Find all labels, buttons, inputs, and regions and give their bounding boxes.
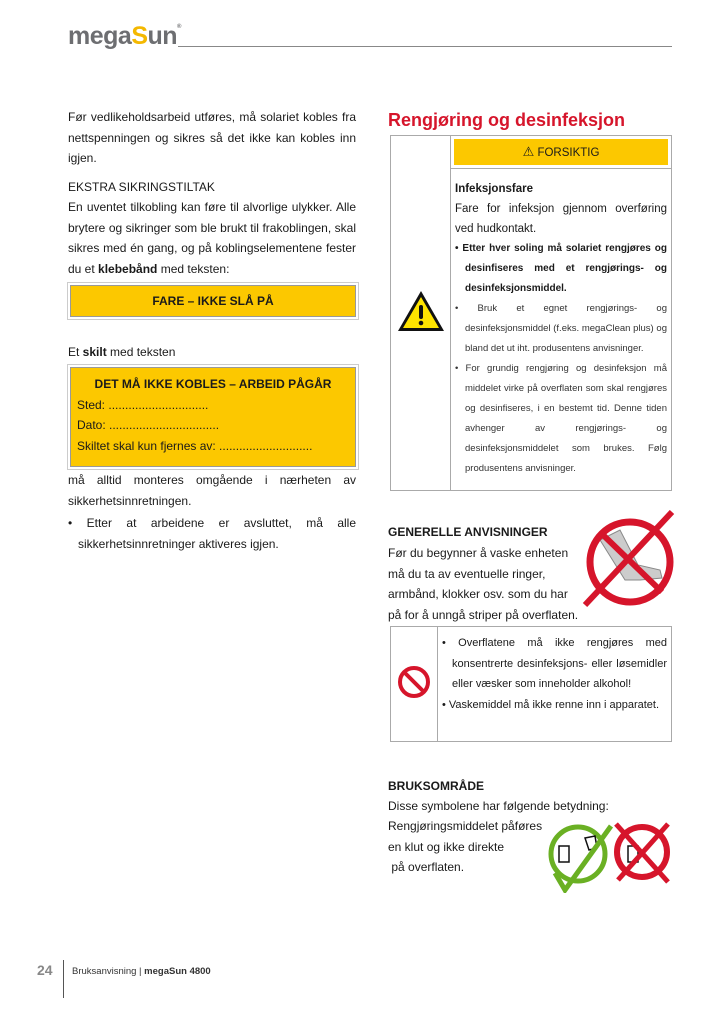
- prohibition-box: [390, 626, 672, 742]
- no-direct-spray-icon: [610, 818, 675, 888]
- warning-sign: [70, 367, 356, 467]
- caution-bullet: • Bruk et egnet rengjørings- og desinfeksjonsmiddel (f.eks. megaClean plus) og bland det ut iht. produsentens anvisninger.: [455, 303, 667, 354]
- caution-heading: Infeksjonsfare: [455, 183, 533, 195]
- sign-intro: Et skilt med teksten: [68, 345, 176, 359]
- footer-title: Bruksanvisning | megaSun 4800: [72, 966, 211, 977]
- prohibition-icon: [397, 665, 431, 699]
- caution-header: ⚠ FORSIKTIG: [454, 139, 668, 165]
- warning-icon: ⚠: [522, 144, 535, 159]
- usage-heading: BRUKSOMRÅDE: [388, 779, 484, 793]
- bullet-item: • Etter at arbeidene er avsluttet, må alle sikkerhetsinnretninger aktiveres igjen.: [68, 516, 356, 551]
- page-number: 24: [37, 962, 53, 978]
- caution-text: Fare for infeksjon gjennom overføring ved hudkontakt.: [455, 203, 667, 235]
- no-jewelry-icon: [580, 510, 680, 610]
- prohibition-bullet: • Vaskemiddel må ikke renne inn i apparatet.: [442, 698, 660, 711]
- extra-heading: EKSTRA SIKRINGSTILTAK: [68, 180, 215, 194]
- general-text: Før du begynner å vaske enheten må du ta av eventuelle ringer, armbånd, klokker osv. som du har på for å unngå striper på overflaten.: [388, 546, 579, 622]
- prohibition-bullet: • Overflatene må ikke rengjøres med konsentrerte desinfeksjons- eller løsemidler eller væsker som inneholder alkohol!: [442, 637, 667, 690]
- cloth-approved-icon: [545, 818, 615, 893]
- warning-triangle-icon: [396, 289, 446, 333]
- sign-remove-by: Skiltet skal kun fjernes av: ............................: [77, 438, 313, 453]
- sign-place: Sted: ..............................: [77, 397, 209, 412]
- sign-title: DET MÅ IKKE KOBLES – ARBEID PÅGÅR: [94, 377, 332, 391]
- caution-icon-cell: [391, 136, 451, 491]
- usage-intro: Disse symbolene har følgende betydning:: [388, 799, 609, 813]
- tape-label: FARE – IKKE SLÅ PÅ: [70, 285, 356, 317]
- section-title: Rengjøring og desinfeksjon: [388, 110, 626, 130]
- header-rule: [178, 46, 672, 47]
- usage-text: Rengjøringsmiddelet påføres en klut og ikke direkte på overflaten.: [388, 819, 543, 874]
- caution-bullet: • For grundig rengjøring og desinfeksjon må middelet virke på overflaten som skal rengjøres og desinfiseres, i en bestemt tid. Denne tiden avhenger av rengjørings- og desinfeksjonsmiddelet som brukes. Følg produsentens anvisninger.: [455, 363, 667, 474]
- after-sign-text: må alltid monteres omgående i nærheten av sikkerhetsinnretningen.: [68, 473, 356, 508]
- extra-text: En uventet tilkobling kan føre til alvorlige ulykker. Alle brytere og sikringer som ble brukt til frakoblingen, skal sikres med én gang, og på koblingselementene fester du et klebebånd med teksten:: [68, 200, 356, 276]
- intro-text: Før vedlikeholdsarbeid utføres, må solariet kobles fra nettspenningen og sikres så det ikke kan kobles inn igjen.: [68, 110, 356, 165]
- megasun-logo: megaSun®: [68, 22, 181, 50]
- caution-bullet: • Etter hver soling må solariet rengjøres og desinfiseres med et rengjørings- og desinfeksjonsmiddel.: [455, 243, 667, 294]
- footer-divider: [63, 960, 64, 998]
- general-heading: GENERELLE ANVISNINGER: [388, 525, 548, 539]
- sign-date: Dato: .................................: [77, 418, 220, 432]
- caution-box: [390, 135, 672, 491]
